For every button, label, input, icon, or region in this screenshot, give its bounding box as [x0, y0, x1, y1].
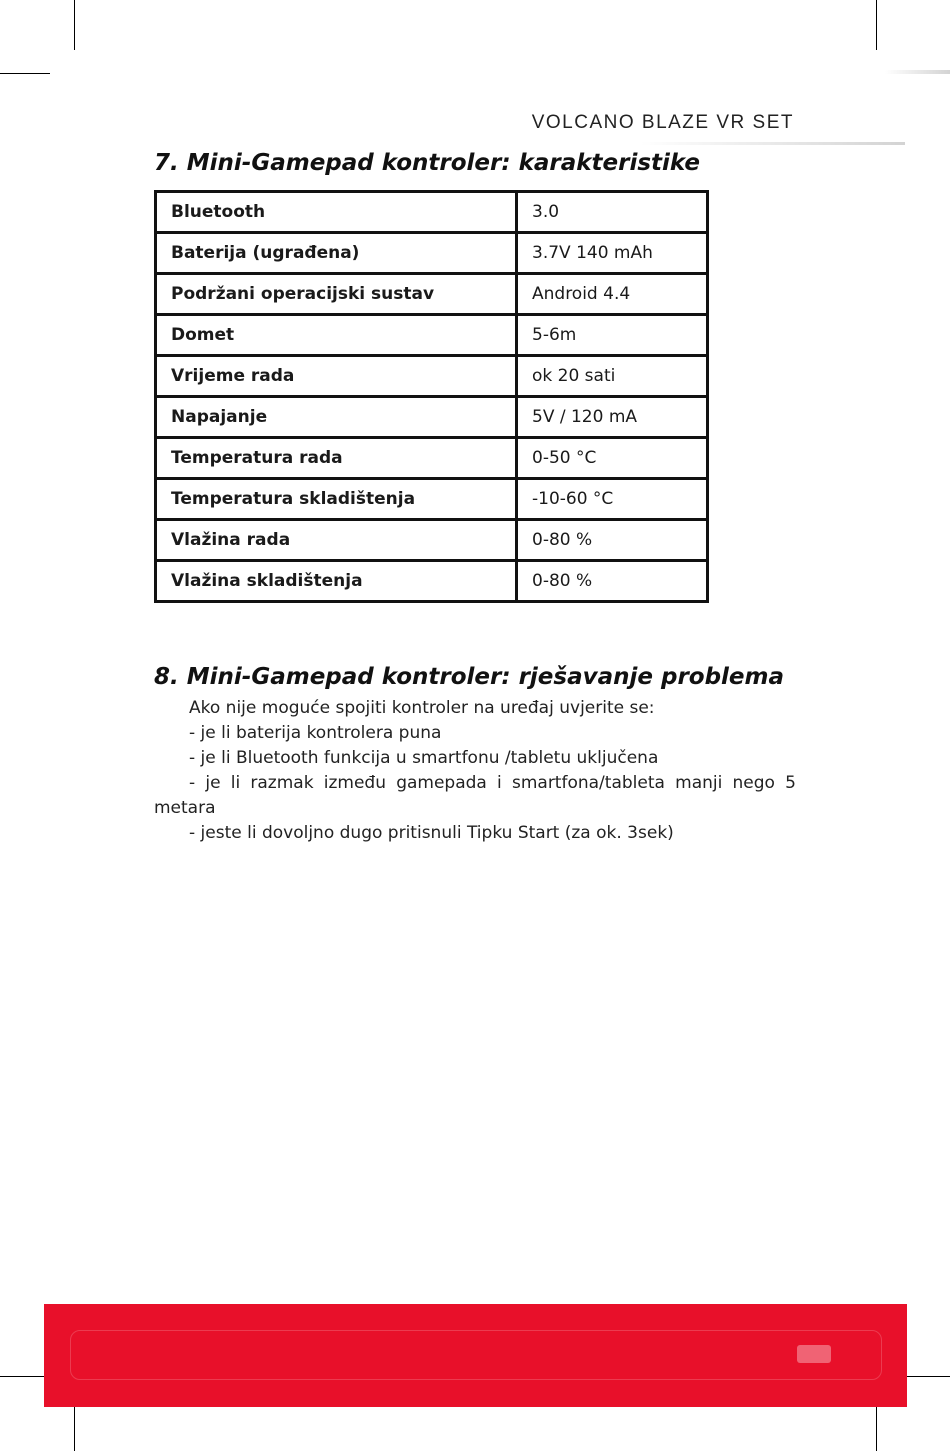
troubleshoot-intro: Ako nije moguće spojiti kontroler na uređaj uvjerite se: — [189, 698, 655, 718]
crop-mark-top-right-vertical — [876, 0, 877, 50]
table-row — [156, 315, 708, 356]
table-row — [156, 438, 708, 479]
spec-value: Android 4.4 — [517, 274, 708, 315]
header-underline-decor — [640, 142, 905, 145]
spec-value: 0-50 °C — [517, 438, 708, 479]
page-number-badge — [797, 1345, 831, 1363]
spec-value: 5-6m — [517, 315, 708, 356]
spec-label: Vlažina skladištenja — [156, 561, 517, 602]
spec-label: Vlažina rada — [156, 520, 517, 561]
crop-mark-bottom-left-vertical — [74, 1400, 75, 1451]
table-row — [156, 274, 708, 315]
section-8-title: 8. Mini-Gamepad kontroler: rješavanje problema — [154, 664, 785, 690]
spec-value: ok 20 sati — [517, 356, 708, 397]
list-item: - je li Bluetooth funkcija u smartfonu /tabletu uključena — [189, 748, 659, 768]
spec-label: Bluetooth — [156, 192, 517, 233]
spec-table — [154, 190, 709, 603]
table-row — [156, 479, 708, 520]
spec-label: Temperatura skladištenja — [156, 479, 517, 520]
table-row — [156, 561, 708, 602]
crop-mark-bottom-right-horizontal — [900, 1376, 950, 1377]
section-7-title: 7. Mini-Gamepad kontroler: karakteristike — [154, 150, 701, 176]
table-row — [156, 233, 708, 274]
spec-label: Temperatura rada — [156, 438, 517, 479]
spec-value: 5V / 120 mA — [517, 397, 708, 438]
spec-label: Vrijeme rada — [156, 356, 517, 397]
footer-inner-frame — [70, 1330, 882, 1380]
table-row — [156, 192, 708, 233]
crop-mark-bottom-left-horizontal — [0, 1376, 50, 1377]
list-item: - jeste li dovoljno dugo pritisnuli Tipku Start (za ok. 3sek) — [189, 823, 674, 843]
table-row — [156, 356, 708, 397]
list-item: - je li razmak između gamepada i smartfona/tableta manji nego 5 metara — [154, 773, 796, 818]
crop-mark-top-left-vertical — [74, 0, 75, 50]
table-row — [156, 397, 708, 438]
brand-header: VOLCANO BLAZE VR SET — [531, 112, 794, 133]
spec-label: Podržani operacijski sustav — [156, 274, 517, 315]
table-row — [156, 520, 708, 561]
crop-mark-top-left-horizontal — [0, 73, 50, 74]
spec-label: Napajanje — [156, 397, 517, 438]
spec-value: 3.0 — [517, 192, 708, 233]
spec-label: Baterija (ugrađena) — [156, 233, 517, 274]
spec-value: -10-60 °C — [517, 479, 708, 520]
spec-value: 3.7V 140 mAh — [517, 233, 708, 274]
footer-band — [44, 1304, 907, 1407]
spec-value: 0-80 % — [517, 520, 708, 561]
spec-value: 0-80 % — [517, 561, 708, 602]
crop-mark-bottom-right-vertical — [876, 1400, 877, 1451]
header-decor-bar — [885, 70, 950, 74]
list-item: - je li baterija kontrolera puna — [189, 723, 442, 743]
spec-label: Domet — [156, 315, 517, 356]
